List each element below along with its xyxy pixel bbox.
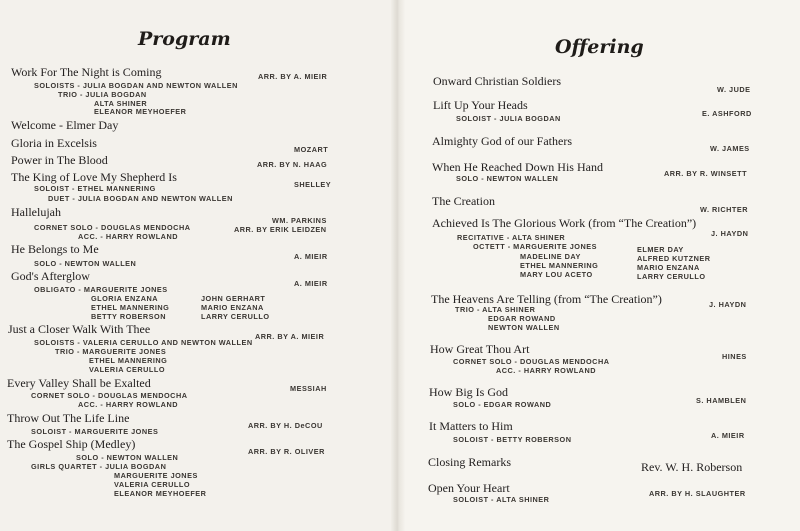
performer-line: SOLO - EDGAR ROWAND [453,400,552,409]
performer-line: JOHN GERHART [201,294,266,303]
program-item-title: God's Afterglow [11,269,90,283]
performer-line: SOLOIST - JULIA BOGDAN [456,114,561,123]
performer-line: VALERIA CERULLO [89,365,166,374]
performer-line: BETTY ROBERSON [91,312,166,321]
program-item-credit: SHELLEY [294,180,332,189]
performer-line: ALFRED KUTZNER [637,254,711,263]
performer-line: CORNET SOLO - DOUGLAS MENDOCHA [453,357,610,366]
program-item-title: Just a Closer Walk With Thee [8,322,151,336]
performer-line: GIRLS QUARTET - JULIA BOGDAN [31,462,167,471]
performer-line: DUET - JULIA BOGDAN AND NEWTON WALLEN [48,194,233,203]
program-item-title: He Belongs to Me [11,242,99,256]
performer-line: NEWTON WALLEN [488,323,560,332]
performer-line: ELEANOR MEYHOEFER [114,489,207,498]
program-item-title: The King of Love My Shepherd Is [11,170,177,184]
performer-line: LARRY CERULLO [637,272,706,281]
program-item-credit: ARR. BY N. HAAG [257,160,328,169]
program-heading: Program [138,28,231,50]
program-item-title: Power in The Blood [11,153,108,167]
offering-item-credit: J. HAYDN [711,229,749,238]
program-item-credit: ARR. BY A. MIEIR [258,72,328,81]
offering-item-title: The Creation [432,194,495,208]
performer-line: CORNET SOLO - DOUGLAS MENDOCHA [31,391,188,400]
program-item-credit: ARR. BY A. MIEIR [255,332,325,341]
program-item-credit: ARR. BY ERIK LEIDZEN [234,225,327,234]
performer-line: ELEANOR MEYHOEFER [94,107,187,116]
offering-item-credit: ARR. BY H. SLAUGHTER [649,489,746,498]
performer-line: LARRY CERULLO [201,312,270,321]
offering-item-credit: HINES [722,352,747,361]
offering-item-title: Almighty God of our Fathers [432,134,572,148]
offering-item-credit: ARR. BY R. WINSETT [664,169,748,178]
offering-item-credit: E. ASHFORD [702,109,752,118]
offering-item-credit: W. RICHTER [700,205,748,214]
performer-line: MARGUERITE JONES [114,471,198,480]
performer-line: GLORIA ENZANA [91,294,159,303]
program-item-credit: WM. PARKINS [272,216,327,225]
performer-line: SOLOIST - BETTY ROBERSON [453,435,572,444]
offering-item-credit: A. MIEIR [711,431,745,440]
program-item-credit: A. MIEIR [294,279,328,288]
program-item-title: Gloria in Excelsis [11,136,97,150]
performer-line: SOLOISTS - JULIA BOGDAN AND NEWTON WALLEN [34,81,238,90]
program-item-title: Work For The Night is Coming [11,65,162,79]
program-item-title: The Gospel Ship (Medley) [7,437,136,451]
program-item-credit: ARR. BY R. OLIVER [248,447,325,456]
performer-line: TRIO - ALTA SHINER [455,305,536,314]
performer-line: TRIO - MARGUERITE JONES [55,347,167,356]
performer-line: CORNET SOLO - DOUGLAS MENDOCHA [34,223,191,232]
performer-line: SOLOIST - MARGUERITE JONES [31,427,159,436]
performer-line: ETHEL MANNERING [89,356,168,365]
offering-item-credit: W. JAMES [710,144,750,153]
program-item-credit: MOZART [294,145,329,154]
program-item-credit: ARR. BY H. DeCOU [248,421,323,430]
performer-line: SOLOISTS - VALERIA CERULLO AND NEWTON WALLEN [34,338,253,347]
performer-line: TRIO - JULIA BOGDAN [58,90,147,99]
program-item-title: Throw Out The Life Line [7,411,130,425]
program-item-title: Welcome - Elmer Day [11,118,119,132]
performer-line: ETHEL MANNERING [91,303,170,312]
performer-line: VALERIA CERULLO [114,480,191,489]
offering-heading: Offering [555,36,644,58]
offering-item-credit: W. JUDE [717,85,751,94]
performer-line: ETHEL MANNERING [520,261,599,270]
program-item-credit: MESSIAH [290,384,327,393]
offering-item-title: Open Your Heart [428,481,510,495]
program-item-title: Hallelujah [11,205,61,219]
offering-item-title: Onward Christian Soldiers [433,74,561,88]
offering-item-title: Achieved Is The Glorious Work (from “The Creation”) [432,216,697,230]
performer-line: ACC. - HARRY ROWLAND [78,232,178,241]
performer-line: OCTETT - MARGUERITE JONES [473,242,597,251]
performer-line: OBLIGATO - MARGUERITE JONES [34,285,168,294]
performer-line: ALTA SHINER [94,99,148,108]
performer-line: ELMER DAY [637,245,684,254]
performer-line: ACC. - HARRY ROWLAND [496,366,596,375]
performer-line: ACC. - HARRY ROWLAND [78,400,178,409]
offering-item-title: It Matters to Him [429,419,513,433]
performer-line: MARIO ENZANA [637,263,700,272]
offering-item-credit: S. HAMBLEN [696,396,747,405]
offering-item-title: When He Reached Down His Hand [432,160,603,174]
page-fold [391,0,405,531]
offering-item-title: Closing Remarks [428,455,511,469]
performer-line: MARY LOU ACETO [520,270,593,279]
offering-item-credit: Rev. W. H. Roberson [641,460,743,474]
performer-line: SOLO - NEWTON WALLEN [76,453,179,462]
performer-line: EDGAR ROWAND [488,314,556,323]
performer-line: SOLO - NEWTON WALLEN [456,174,559,183]
offering-item-title: Lift Up Your Heads [433,98,528,112]
performer-line: SOLOIST - ETHEL MANNERING [34,184,156,193]
program-item-title: Every Valley Shall be Exalted [7,376,151,390]
performer-line: SOLOIST - ALTA SHINER [453,495,550,504]
program-item-credit: A. MIEIR [294,252,328,261]
performer-line: MARIO ENZANA [201,303,264,312]
offering-item-credit: J. HAYDN [709,300,747,309]
offering-item-title: How Great Thou Art [430,342,530,356]
performer-line: MADELINE DAY [520,252,581,261]
performer-line: SOLO - NEWTON WALLEN [34,259,137,268]
offering-item-title: The Heavens Are Telling (from “The Creation”) [431,292,662,306]
offering-item-title: How Big Is God [429,385,509,399]
performer-line: RECITATIVE - ALTA SHINER [457,233,566,242]
